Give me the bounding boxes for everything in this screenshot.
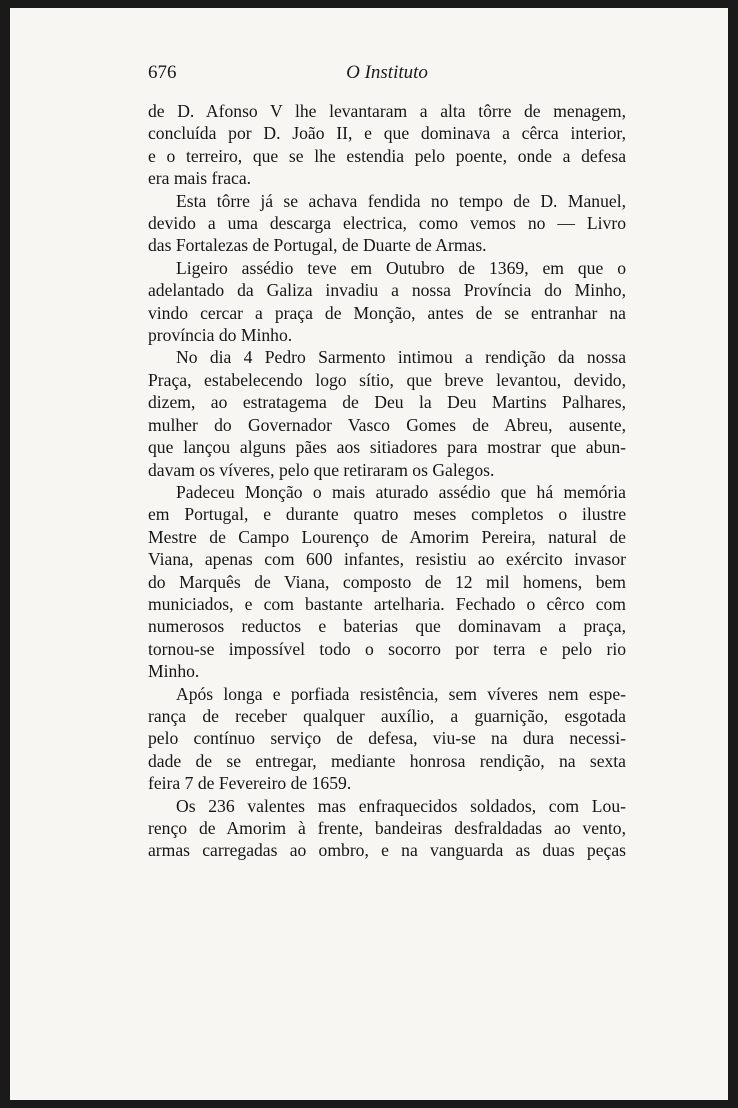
paragraph bbox=[148, 683, 626, 795]
text-line: Praça, estabelecendo logo sítio, que breve levantou, devido, bbox=[148, 369, 626, 390]
text-line: pelo contínuo serviço de defesa, viu-se na dura necessi- bbox=[148, 728, 626, 749]
text-line: municiados, e com bastante artelharia. Fechado o cêrco com bbox=[148, 593, 626, 614]
paragraph bbox=[148, 795, 626, 862]
text-line: Minho. bbox=[148, 661, 200, 682]
text-line: dade de se entregar, mediante honrosa rendição, na sexta bbox=[148, 750, 626, 771]
text-line: concluída por D. João II, e que dominava a cêrca interior, bbox=[148, 123, 626, 144]
text-line: No dia 4 Pedro Sarmento intimou a rendição da nossa bbox=[176, 347, 626, 368]
page-number: 676 bbox=[148, 62, 177, 83]
text-line: armas carregadas ao ombro, e na vanguarda as duas peças bbox=[148, 840, 626, 861]
text-line: rança de receber qualquer auxílio, a guarnição, esgotada bbox=[148, 705, 626, 726]
paragraph bbox=[148, 190, 626, 257]
text-line: Viana, apenas com 600 infantes, resistiu ao exército invasor bbox=[148, 549, 626, 570]
text-line: Após longa e porfiada resistência, sem víveres nem espe- bbox=[176, 683, 626, 704]
text-line: devido a uma descarga electrica, como vemos no — Livro bbox=[148, 213, 626, 234]
text-line: província do Minho. bbox=[148, 325, 293, 346]
paragraph bbox=[148, 481, 626, 683]
text-line: davam os víveres, pelo que retiraram os Galegos. bbox=[148, 459, 495, 480]
paragraph bbox=[148, 346, 626, 480]
paragraph bbox=[148, 257, 626, 347]
text-line: renço de Amorim à frente, bandeiras desfraldadas ao vento, bbox=[148, 818, 626, 838]
text-line: Padeceu Monção o mais aturado assédio que há memória bbox=[176, 481, 626, 502]
text-line: feira 7 de Fevereiro de 1659. bbox=[148, 773, 352, 794]
text-line: adelantado da Galiza invadiu a nossa Província do Minho, bbox=[148, 280, 626, 301]
body-text bbox=[148, 100, 626, 862]
text-line: Ligeiro assédio teve em Outubro de 1369, em que o bbox=[176, 257, 626, 278]
text-line: do Marquês de Viana, composto de 12 mil homens, bem bbox=[148, 571, 626, 592]
text-line: das Fortalezas de Portugal, de Duarte de Armas. bbox=[148, 235, 487, 256]
text-line: em Portugal, e durante quatro meses completos o ilustre bbox=[148, 504, 626, 525]
text-line: tornou-se impossível todo o socorro por terra e pelo rio bbox=[148, 638, 626, 659]
text-line: e o terreiro, que se lhe estendia pelo poente, onde a defesa bbox=[148, 145, 626, 166]
text-line: Esta tôrre já se achava fendida no tempo de D. Manuel, bbox=[176, 190, 626, 211]
page-header bbox=[148, 62, 626, 88]
text-line: Os 236 valentes mas enfraquecidos soldados, com Lou- bbox=[176, 795, 626, 816]
running-title: O Instituto bbox=[346, 62, 428, 83]
text-line: era mais fraca. bbox=[148, 168, 252, 189]
paragraph bbox=[148, 100, 626, 190]
text-line: mulher do Governador Vasco Gomes de Abreu, ausente, bbox=[148, 414, 626, 435]
text-line: de D. Afonso V lhe levantaram a alta tôrre de menagem, bbox=[148, 101, 626, 121]
text-line: que lançou alguns pães aos sitiadores para mostrar que abun- bbox=[148, 437, 626, 458]
text-line: vindo cercar a praça de Monção, antes de se entranhar na bbox=[148, 302, 626, 323]
text-line: Mestre de Campo Lourenço de Amorim Pereira, natural de bbox=[148, 526, 626, 547]
text-line: numerosos reductos e baterias que dominavam a praça, bbox=[148, 616, 626, 637]
text-line: dizem, ao estratagema de Deu la Deu Martins Palhares, bbox=[148, 392, 626, 413]
